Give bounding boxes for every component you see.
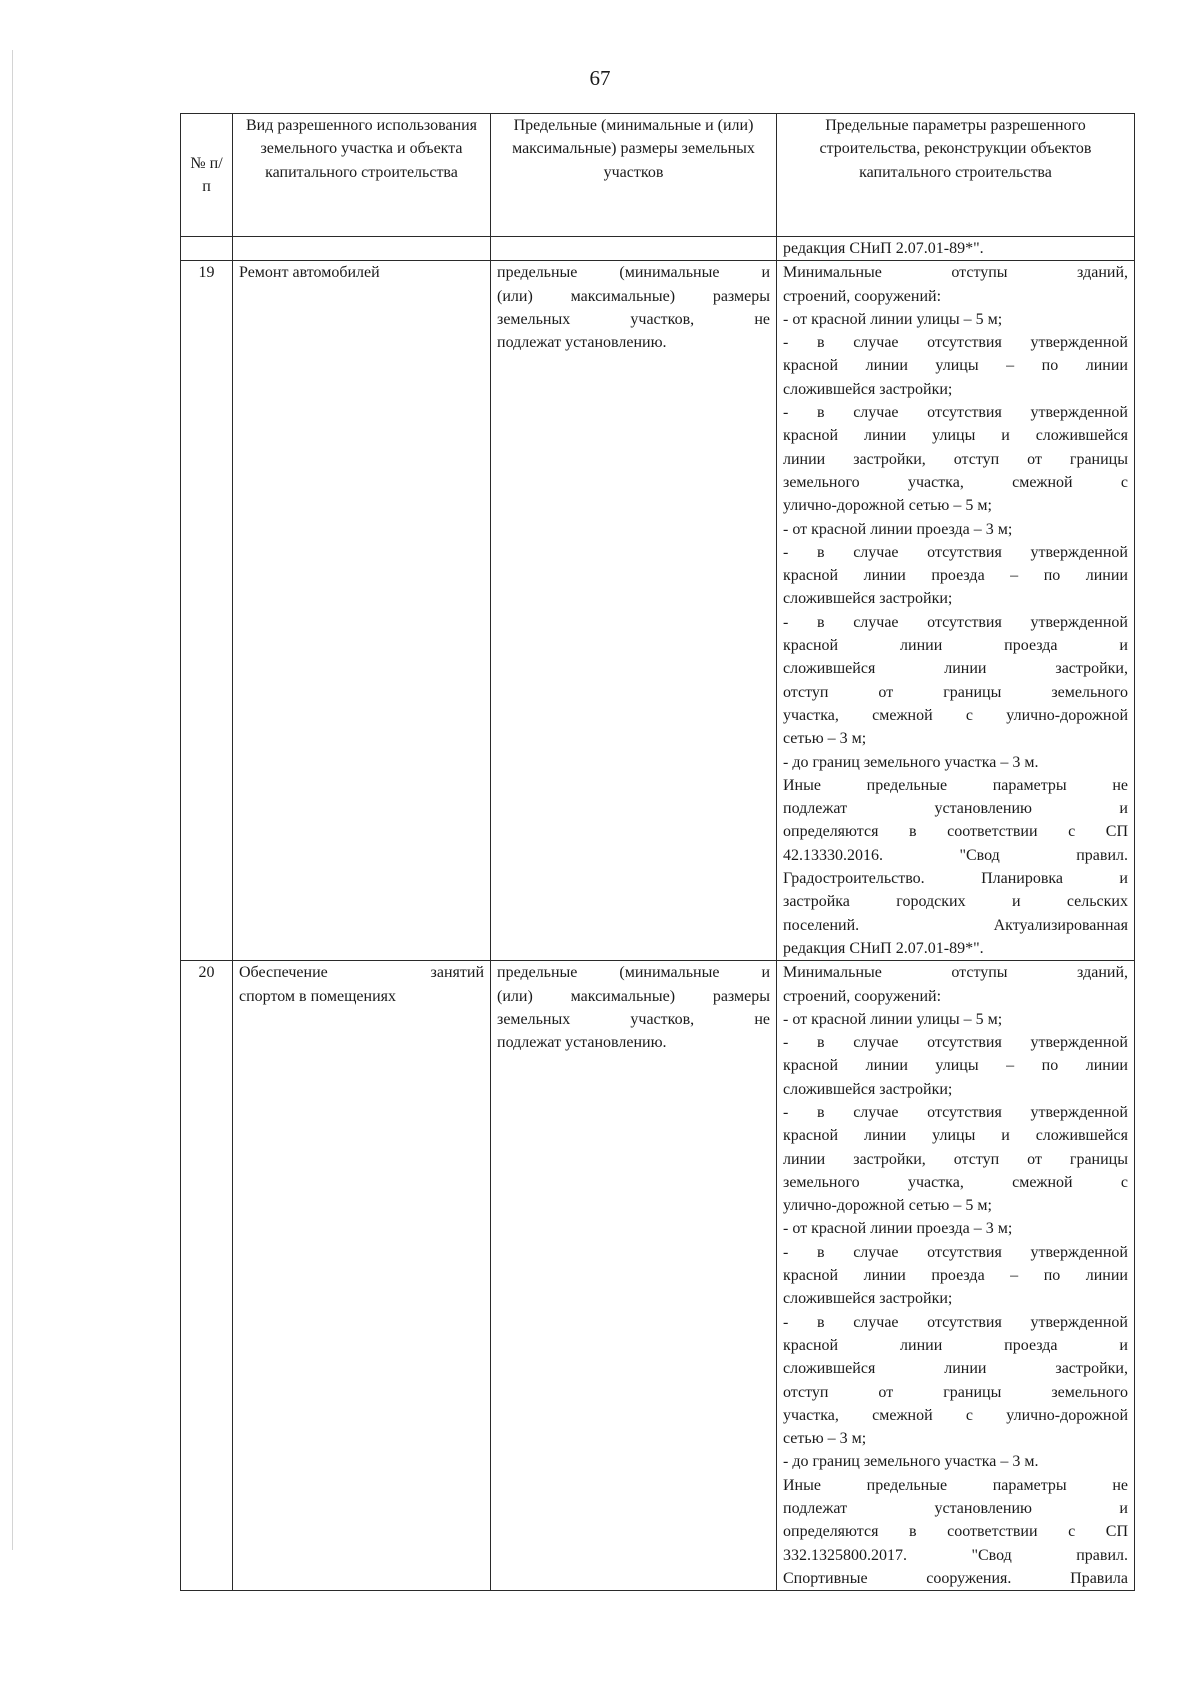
param-line: - в случае отсутствия утвержденной xyxy=(783,613,1128,631)
row-number: 20 xyxy=(181,961,233,1591)
param-line: сложившейся линии застройки, xyxy=(783,660,1128,678)
param-line: поселений. Актуализированная xyxy=(783,916,1128,934)
param-line: участка, смежной с улично-дорожной xyxy=(783,1406,1128,1424)
continuation-size xyxy=(491,237,777,261)
param-line: Спортивные сооружения. Правила xyxy=(783,1569,1128,1587)
zoning-table xyxy=(180,113,1135,1591)
param-line: - в случае отсутствия утвержденной xyxy=(783,404,1128,422)
param-line: - в случае отсутствия утвержденной xyxy=(783,1034,1128,1052)
page-number: 67 xyxy=(589,66,611,90)
continuation-params: редакция СНиП 2.07.01-89*". xyxy=(777,237,1135,261)
param-line: красной линии проезда – по линии xyxy=(783,1267,1128,1285)
header-build-params: Предельные параметры разрешенного строительства, реконструкции объектов капитального строительства xyxy=(777,114,1135,237)
param-line: Минимальные отступы зданий, xyxy=(783,964,1128,982)
param-line: определяются в соответствии с СП xyxy=(783,1523,1128,1541)
param-line: отступ от границы земельного xyxy=(783,1383,1128,1401)
param-line: земельного участка, смежной с xyxy=(783,473,1128,491)
scan-edge-line xyxy=(12,50,13,1550)
param-line: сложившейся застройки; xyxy=(783,1080,953,1098)
continuation-num xyxy=(181,237,233,261)
continuation-row xyxy=(181,237,1135,261)
param-line: - в случае отсутствия утвержденной xyxy=(783,1103,1128,1121)
param-line: линии застройки, отступ от границы xyxy=(783,1150,1128,1168)
param-line: - в случае отсутствия утвержденной xyxy=(783,334,1128,352)
param-line: красной линии проезда и xyxy=(783,1336,1128,1354)
param-line: земельного участка, смежной с xyxy=(783,1173,1128,1191)
param-line: сложившейся застройки; xyxy=(783,590,953,608)
row-use-type: Ремонт автомобилей xyxy=(233,261,491,961)
param-line: Градостроительство. Планировка и xyxy=(783,870,1128,888)
param-line: - от красной линии улицы – 5 м; xyxy=(783,310,1003,328)
row-plot-size: предельные (минимальные и (или) максимальные) размеры земельных участков, не подлежат установлению. xyxy=(491,261,777,961)
param-line: красной линии проезда и xyxy=(783,637,1128,655)
table-row xyxy=(181,961,1135,1591)
param-line: красной линии улицы – по линии xyxy=(783,357,1128,375)
param-line: - в случае отсутствия утвержденной xyxy=(783,1243,1128,1261)
row-build-params xyxy=(777,961,1135,1591)
param-line: Иные предельные параметры не xyxy=(783,1476,1128,1494)
row-use-type: Обеспечение занятий спортом в помещениях xyxy=(233,961,491,1591)
param-line: красной линии улицы – по линии xyxy=(783,1057,1128,1075)
param-line: определяются в соответствии с СП xyxy=(783,823,1128,841)
param-line: - до границ земельного участка – 3 м. xyxy=(783,1453,1039,1471)
header-use-type: Вид разрешенного использования земельного участка и объекта капитального строительства xyxy=(233,114,491,237)
row-plot-size: предельные (минимальные и (или) максимальные) размеры земельных участков, не подлежат установлению. xyxy=(491,961,777,1591)
header-number: № п/п xyxy=(181,114,233,237)
param-line: сетью – 3 м; xyxy=(783,1430,867,1448)
param-line: красной линии проезда – по линии xyxy=(783,567,1128,585)
param-line: сложившейся застройки; xyxy=(783,1290,953,1308)
param-line: - от красной линии улицы – 5 м; xyxy=(783,1010,1003,1028)
param-line: улично-дорожной сетью – 5 м; xyxy=(783,497,992,515)
param-line: - в случае отсутствия утвержденной xyxy=(783,543,1128,561)
continuation-type xyxy=(233,237,491,261)
param-line: улично-дорожной сетью – 5 м; xyxy=(783,1197,992,1215)
param-line: подлежат установлению и xyxy=(783,1500,1128,1518)
header-plot-size: Предельные (минимальные и (или) максимальные) размеры земельных участков xyxy=(491,114,777,237)
param-line: 42.13330.2016. "Свод правил. xyxy=(783,846,1128,864)
param-line: - от красной линии проезда – 3 м; xyxy=(783,520,1013,538)
row-number: 19 xyxy=(181,261,233,961)
param-line: строений, сооружений: xyxy=(783,287,942,305)
param-line: - от красной линии проезда – 3 м; xyxy=(783,1220,1013,1238)
param-line: строений, сооружений: xyxy=(783,987,942,1005)
table-header-row xyxy=(181,114,1135,237)
param-line: Минимальные отступы зданий, xyxy=(783,264,1128,282)
param-line: - в случае отсутствия утвержденной xyxy=(783,1313,1128,1331)
param-line: участка, смежной с улично-дорожной xyxy=(783,706,1128,724)
param-line: подлежат установлению и xyxy=(783,800,1128,818)
param-line: сложившейся застройки; xyxy=(783,380,953,398)
param-line: красной линии улицы и сложившейся xyxy=(783,1127,1128,1145)
param-line: 332.1325800.2017. "Свод правил. xyxy=(783,1546,1128,1564)
param-line: застройка городских и сельских xyxy=(783,893,1128,911)
param-line: Иные предельные параметры не xyxy=(783,776,1128,794)
param-line: редакция СНиП 2.07.01-89*". xyxy=(783,939,984,957)
param-line: отступ от границы земельного xyxy=(783,683,1128,701)
row-build-params xyxy=(777,261,1135,961)
param-line: линии застройки, отступ от границы xyxy=(783,450,1128,468)
param-line: сложившейся линии застройки, xyxy=(783,1360,1128,1378)
param-line: красной линии улицы и сложившейся xyxy=(783,427,1128,445)
param-line: - до границ земельного участка – 3 м. xyxy=(783,753,1039,771)
param-line: сетью – 3 м; xyxy=(783,730,867,748)
table-row xyxy=(181,261,1135,961)
